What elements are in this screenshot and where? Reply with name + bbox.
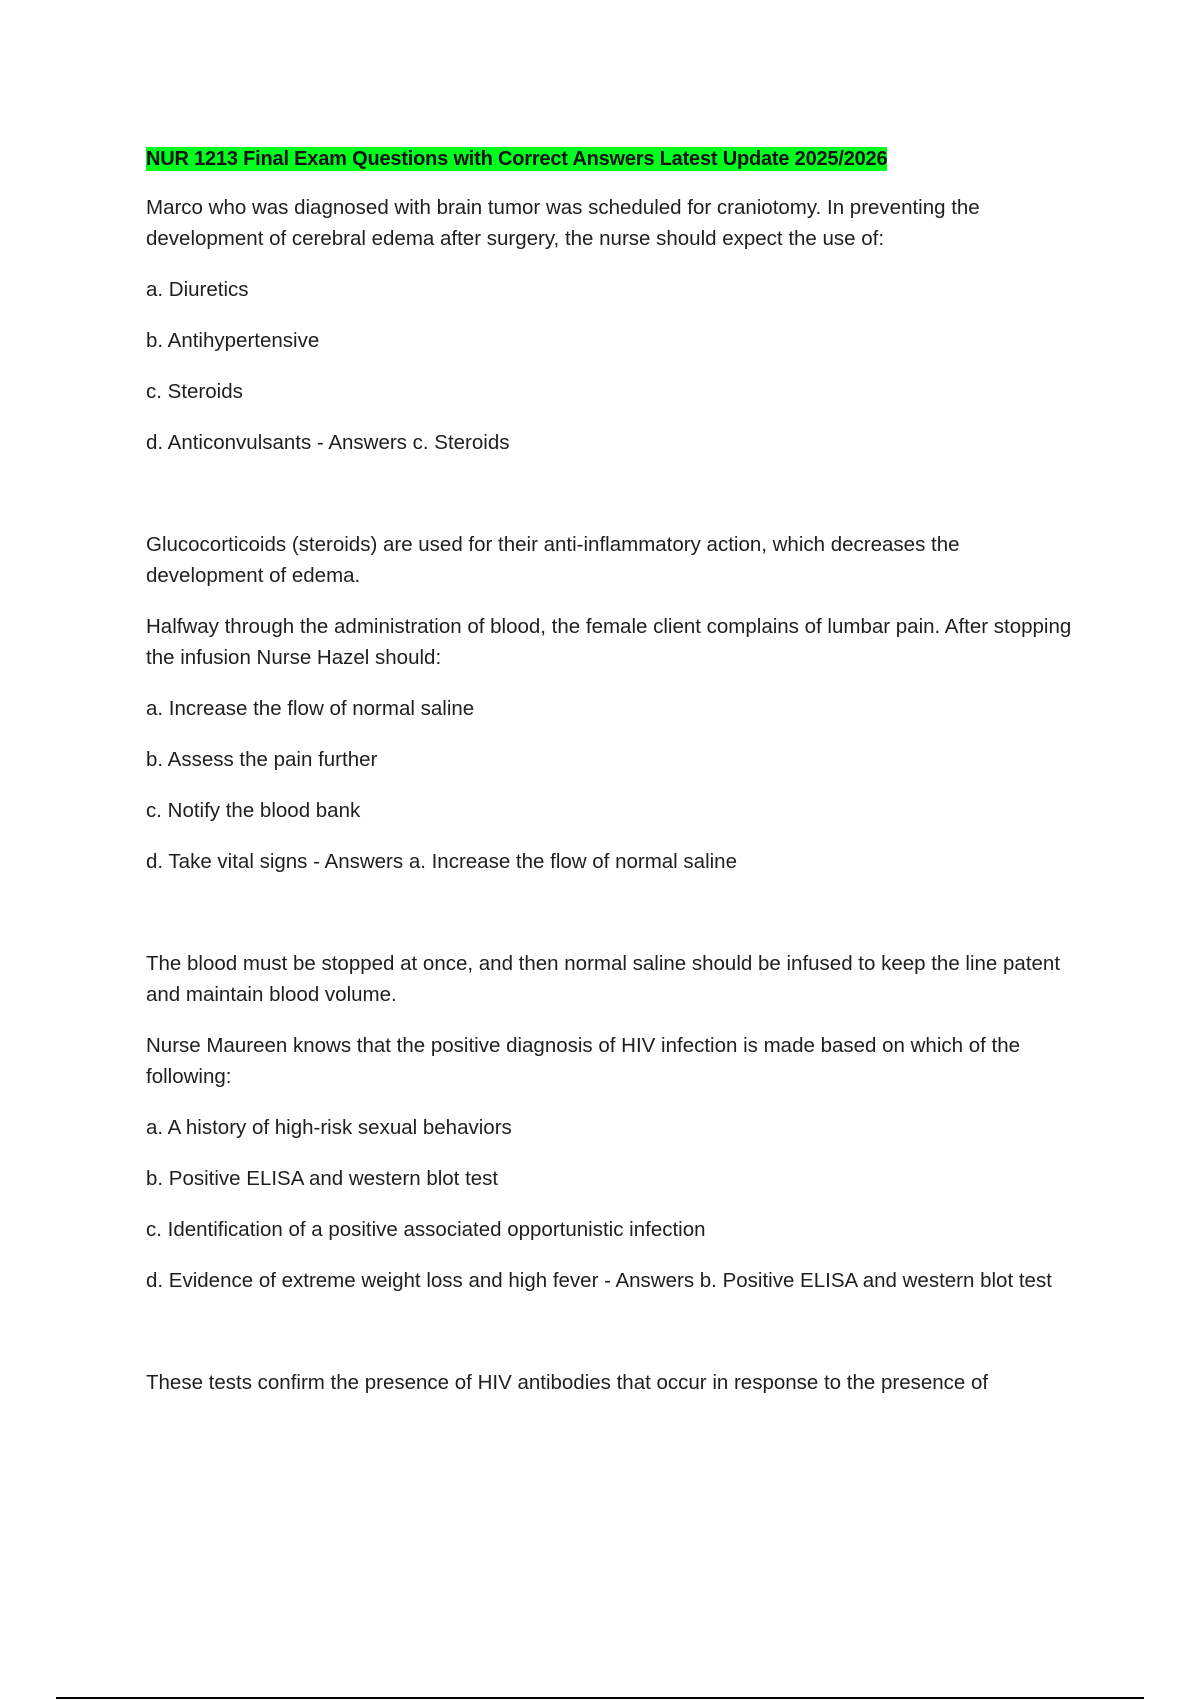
- question-3-option-b: b. Positive ELISA and western blot test: [146, 1167, 499, 1190]
- question-3-stem: Nurse Maureen knows that the positive diagnosis of HIV infection is made based on which of the following:: [146, 1034, 1021, 1088]
- page-content: [146, 144, 1081, 1418]
- question-2-stem: Halfway through the administration of blood, the female client complains of lumbar pain. After stopping the infusion Nurse Hazel should:: [146, 615, 1072, 669]
- question-2-option-a: a. Increase the flow of normal saline: [146, 697, 475, 720]
- question-1-option-a: a. Diuretics: [146, 278, 249, 301]
- question-1-option-b: b. Antihypertensive: [146, 329, 320, 352]
- question-2-rationale: The blood must be stopped at once, and then normal saline should be infused to keep the line patent and maintain blood volume.: [146, 952, 1061, 1006]
- question-3-rationale: These tests confirm the presence of HIV antibodies that occur in response to the presence of: [146, 1371, 989, 1394]
- question-1-stem: Marco who was diagnosed with brain tumor was scheduled for craniotomy. In preventing the development of cerebral edema after surgery, the nurse should expect the use of:: [146, 196, 980, 250]
- question-3-option-c: c. Identification of a positive associated opportunistic infection: [146, 1218, 706, 1241]
- title-line: [146, 144, 1081, 176]
- question-2-option-d-answer: d. Take vital signs - Answers a. Increase the flow of normal saline: [146, 850, 737, 873]
- question-1-option-c: c. Steroids: [146, 380, 243, 403]
- question-3-option-a: a. A history of high-risk sexual behaviors: [146, 1116, 512, 1139]
- question-1-option-d-answer: d. Anticonvulsants - Answers c. Steroids: [146, 431, 510, 454]
- question-2-option-c: c. Notify the blood bank: [146, 799, 361, 822]
- footer-rule: [56, 1697, 1144, 1699]
- document-title: NUR 1213 Final Exam Questions with Correct Answers Latest Update 2025/2026: [146, 148, 888, 170]
- question-3-option-d-answer: d. Evidence of extreme weight loss and high fever - Answers b. Positive ELISA and western blot test: [146, 1269, 1052, 1292]
- question-2-option-b: b. Assess the pain further: [146, 748, 378, 771]
- question-1-rationale: Glucocorticoids (steroids) are used for their anti-inflammatory action, which decreases the development of edema.: [146, 533, 960, 587]
